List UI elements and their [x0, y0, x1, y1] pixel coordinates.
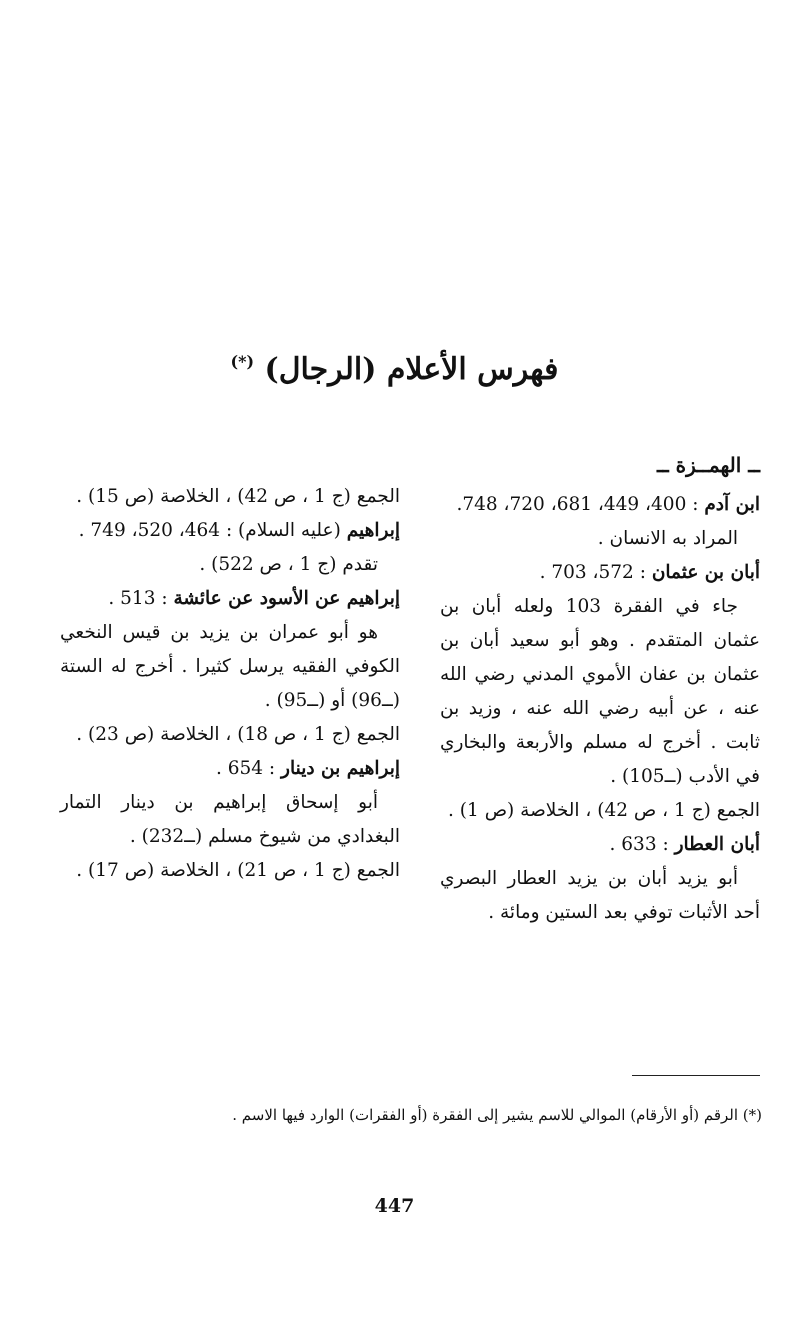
title-text: فهرس الأعلام (الرجال): [264, 352, 559, 387]
entry-refs: : 633 .: [609, 834, 675, 855]
entry-name: إبراهيم: [346, 520, 400, 541]
right-column: [440, 448, 760, 930]
entry-refs: : 400، 449، 681، 720، 748.: [456, 494, 705, 515]
entry-refs: : 572، 703 .: [539, 562, 652, 583]
entry-text: تقدم (ج 1 ، ص 522) .: [199, 554, 378, 575]
entry-refs: (عليه السلام) : 464، 520، 749 .: [78, 520, 347, 541]
entry-name: إبراهيم عن الأسود عن عائشة: [173, 588, 400, 609]
entry-text: الجمع (ج 1 ، ص 42) ، الخلاصة (ص 15) .: [76, 486, 400, 507]
entry-refs: : 513 .: [108, 588, 174, 609]
entry-heading: [440, 828, 760, 862]
entry-name: أبان العطار: [674, 834, 760, 855]
page-title: [0, 352, 789, 387]
entry-text: جاء في الفقرة 103 ولعله أبان بن عثمان المتقدم . وهو أبو سعيد أبان بن عثمان بن عفان الأموي المدني رضي الله عنه ، عن أبيه رضي الله عنه ، وزيد بن ثابت . أخرج له مسلم والأربعة والبخاري في الأدب (ــ105) .: [440, 596, 760, 787]
entry-text: الجمع (ج 1 ، ص 42) ، الخلاصة (ص 1) .: [448, 800, 760, 821]
entry-heading: [440, 488, 760, 522]
entry-heading: [60, 582, 400, 616]
entry-heading: [60, 514, 400, 548]
footnote-divider: [632, 1075, 760, 1076]
entry-text: المراد به الانسان .: [597, 528, 738, 549]
page-number: 447: [374, 1195, 415, 1217]
entry-text: هو أبو عمران بن يزيد بن قيس النخعي الكوفي الفقيه يرسل كثيرا . أخرج له الستة (ــ96) أو (ــ95) .: [60, 622, 400, 711]
footnote-marker: (*): [230, 352, 255, 371]
entry-name: ابن آدم: [704, 494, 760, 515]
left-column: [60, 480, 400, 888]
entry-text: الجمع (ج 1 ، ص 21) ، الخلاصة (ص 17) .: [76, 860, 400, 881]
entry-name: أبان بن عثمان: [651, 562, 760, 583]
footnote: (*) الرقم (أو الأرقام) الموالي للاسم يشير إلى الفقرة (أو الفقرات) الوارد فيها الاسم .: [232, 1106, 762, 1124]
entry-heading: [440, 556, 760, 590]
entry-refs: : 654 .: [215, 758, 282, 779]
entry-name: إبراهيم بن دينار: [281, 758, 400, 779]
entry-text: أبو يزيد أبان بن يزيد العطار البصري أحد الأثبات توفي بعد الستين ومائة .: [440, 868, 760, 923]
section-title: ــ الهمــزة ــ: [656, 453, 760, 477]
entry-text: الجمع (ج 1 ، ص 18) ، الخلاصة (ص 23) .: [76, 724, 400, 745]
entry-text: أبو إسحاق إبراهيم بن دينار التمار البغدادي من شيوخ مسلم (ــ232) .: [60, 792, 400, 847]
entry-heading: [60, 752, 400, 786]
